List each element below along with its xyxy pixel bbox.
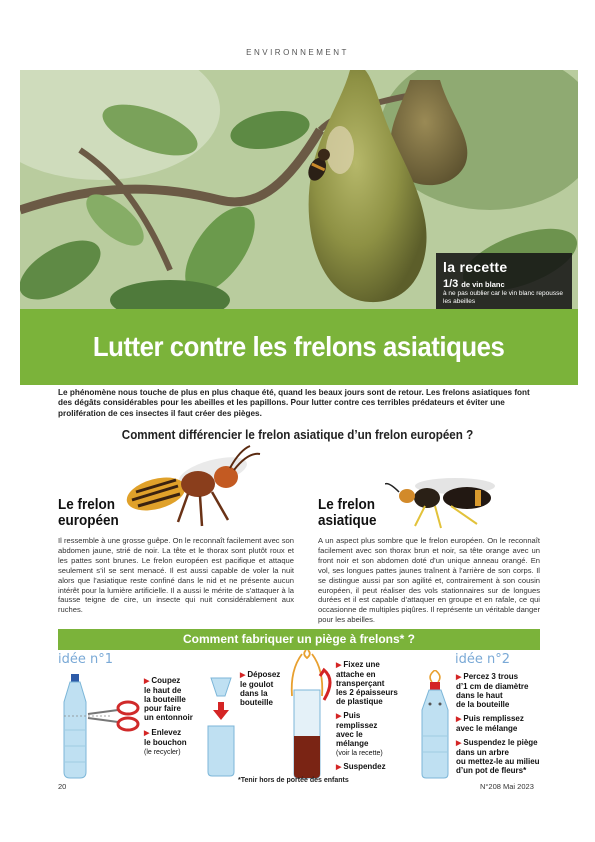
- step-text: Suspendez: [343, 762, 386, 771]
- step-text: Coupez: [151, 676, 181, 685]
- idea1-label: idée n°1: [58, 652, 114, 667]
- step-text: avec le mélange: [456, 724, 518, 733]
- step-text: Déposez: [247, 670, 281, 679]
- section-label: ENVIRONNEMENT: [246, 48, 349, 57]
- recipe-box: [436, 253, 572, 310]
- arrow-icon: ▶: [336, 764, 342, 771]
- step-text: Suspendez le piège: [463, 738, 538, 747]
- idea2-label: idée n°2: [455, 652, 511, 667]
- arrow-icon: ▶: [144, 730, 150, 737]
- step-text: la bouteille: [144, 695, 186, 704]
- european-heading-line2: européen: [58, 512, 119, 529]
- idea2-step-drill: [456, 672, 528, 709]
- step-text: dans la: [240, 689, 268, 698]
- recipe-fraction: 1/3: [443, 278, 459, 290]
- step-text: avec le: [336, 730, 363, 739]
- footnote: *Tenir hors de portée des enfants: [238, 777, 349, 784]
- step-text: Enlevez: [151, 728, 182, 737]
- idea1-step-insert: [240, 670, 280, 707]
- asian-hornet-image: [385, 472, 525, 530]
- step-text: le bouchon: [144, 738, 187, 747]
- arrow-icon: ▶: [240, 672, 246, 679]
- page-number: 20: [58, 782, 67, 791]
- title-banner: [20, 309, 578, 385]
- step-text: de plastique: [336, 697, 383, 706]
- arrow-icon: ▶: [456, 674, 462, 681]
- comparison-question: Comment différencier le frelon asiatique d’un frelon européen ?: [121, 428, 474, 442]
- idea1-step-cap: [144, 728, 187, 757]
- recipe-item: [443, 278, 565, 306]
- step-text: ou mettez-le au milieu: [456, 757, 540, 766]
- european-heading-line1: Le frelon: [58, 496, 116, 513]
- intro-paragraph: Le phénomène nous touche de plus en plus chaque été, quand les beaux jours sont de retour. Les frelons asiatiques font des dégâts considérables pour les abeilles et les papillons. Pour lutter contre ces terribles prédateurs et éviter une prolifération de ces insectes il faut créer des pièges.: [58, 388, 530, 418]
- step-text: le goulot: [240, 680, 274, 689]
- recipe-ingredient: de vin blanc: [461, 280, 505, 289]
- arrow-icon: ▶: [144, 678, 150, 685]
- recipe-note: à ne pas oublier car le vin blanc repousse les abeilles: [443, 290, 563, 305]
- asian-heading-line2: asiatique: [318, 512, 377, 529]
- idea2-step-hang: [456, 738, 540, 775]
- asian-description: A un aspect plus sombre que le frelon européen. On le reconnaît facilement avec son thorax brun et noir, sa tête orange avec un front noir et son abdomen doté d’un unique anneau orangé. En vol, ses longues pattes jaunes traînent à l’arrière de son corps. Il se distingue aussi par son agilité et, contrairement à son cousin européen, il peut réaliser des vols stationnaires sur de longues durées et il est capable d’attaquer en groupe et en rafale, ce qui occasionne de multiples piqûres. Il représente un véritable danger pour les abeilles.: [318, 536, 540, 625]
- funnel-bottle-illustration: [204, 676, 238, 778]
- step-text: mélange: [336, 739, 369, 748]
- filled-trap-illustration: [276, 650, 338, 780]
- idea2-bottle-illustration: [418, 670, 452, 780]
- step-text: Puis remplissez: [463, 714, 524, 723]
- step-text: Percez 3 trous: [463, 672, 519, 681]
- step-text: transperçant: [336, 679, 385, 688]
- arrow-icon: ▶: [336, 713, 342, 720]
- step-text: remplissez: [336, 721, 378, 730]
- page-title: Lutter contre les frelons asiatiques: [93, 331, 505, 362]
- european-heading: [58, 497, 119, 529]
- hero-photo: [20, 70, 578, 310]
- scissors-icon: [88, 702, 138, 730]
- bottle-cut-illustration: [62, 672, 144, 780]
- step-text: un entonnoir: [144, 713, 193, 722]
- arrow-icon: ▶: [456, 716, 462, 723]
- asian-heading-line1: Le frelon: [318, 496, 376, 513]
- recipe-title: la recette: [443, 259, 508, 275]
- step-text: Fixez une: [343, 660, 380, 669]
- down-arrow-icon: [213, 702, 229, 720]
- step-text: bouteille: [240, 698, 273, 707]
- step-text: attache en: [336, 670, 376, 679]
- step-text: d’1 cm de diamètre: [456, 682, 529, 691]
- step-text: d’un pot de fleurs*: [456, 766, 527, 775]
- asian-heading: [318, 497, 377, 529]
- step-text: Puis: [343, 711, 361, 720]
- idea1-step-cut: [144, 676, 193, 722]
- idea1-step-hang: [336, 762, 386, 772]
- european-hornet-image: [118, 442, 268, 530]
- step-text: dans un arbre: [456, 748, 509, 757]
- issue-info: N°208 Mai 2023: [480, 782, 534, 791]
- trap-question-banner: Comment fabriquer un piège à frelons* ?: [58, 629, 540, 650]
- step-text: les 2 épaisseurs: [336, 688, 398, 697]
- step-note: (voir la recette): [336, 750, 383, 757]
- step-text: de la bouteille: [456, 700, 510, 709]
- idea1-step-attach: [336, 660, 398, 706]
- step-text: pour faire: [144, 704, 181, 713]
- idea1-step-fill: [336, 711, 383, 758]
- idea2-step-fill: [456, 714, 524, 733]
- arrow-icon: ▶: [456, 740, 462, 747]
- step-note: (le recycler): [144, 749, 181, 756]
- step-text: le haut de: [144, 686, 182, 695]
- step-text: dans le haut: [456, 691, 503, 700]
- european-description: Il ressemble à une grosse guêpe. On le reconnaît facilement avec son abdomen jaune, strié de noir. La tête et le thorax sont plutôt roux et les pattes sont brunes. Le frelon européen est pacifique et attaque seulement s’il se sent menacé. Il est aussi capable de voler la nuit alors que l’asiatique reste confiné dans le nid et ne présente aucun intérêt pour la lumière artificielle. Il a aussi le mérite de s’attaquer à la fausse teigne de cire, un insecte qui nuit considérablement aux ruches.: [58, 536, 294, 615]
- arrow-icon: ▶: [336, 662, 342, 669]
